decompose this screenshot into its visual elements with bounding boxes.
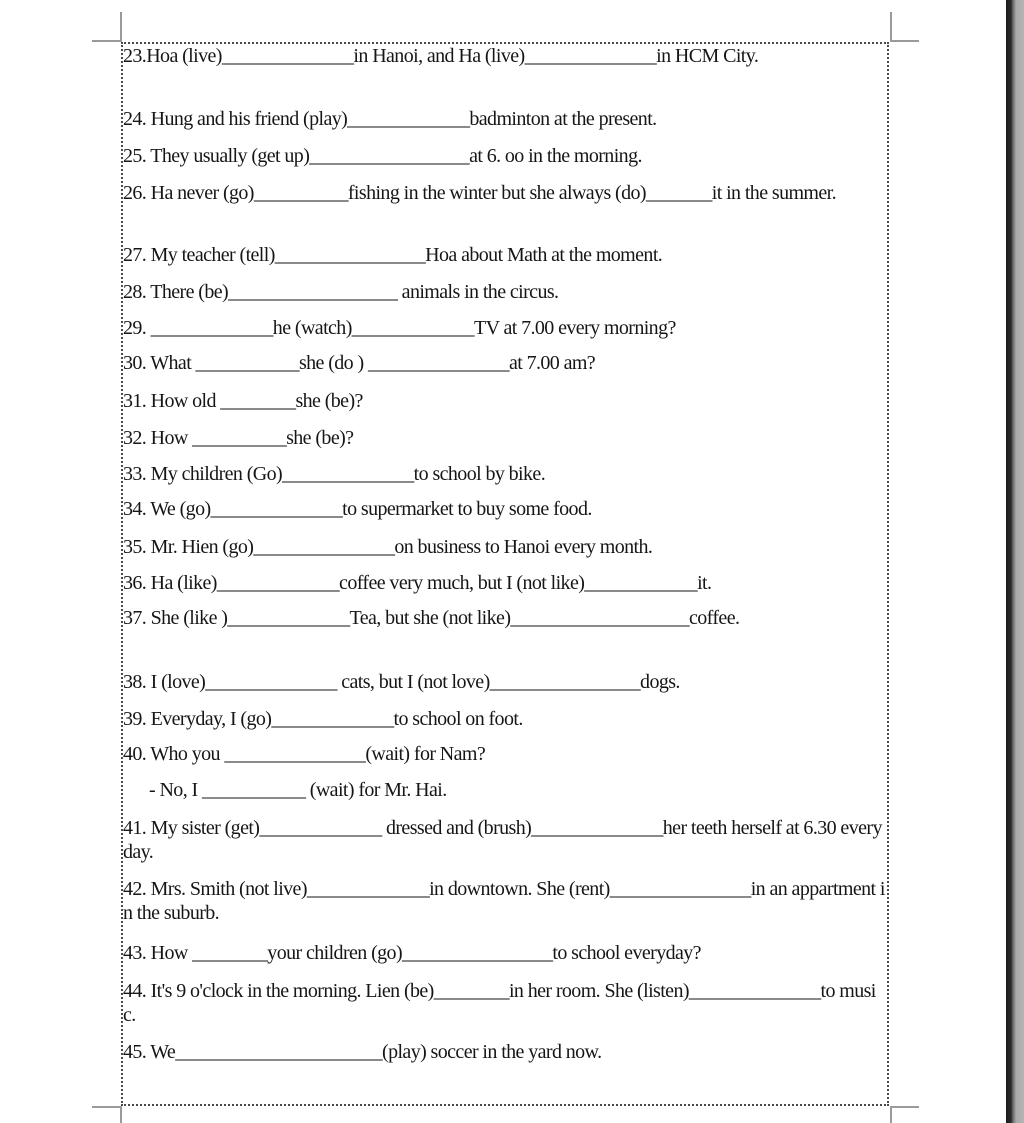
- text-boundary[interactable]: [121, 42, 889, 1106]
- exercise-item-27: 27. My teacher (tell)________________Hoa about Math at the moment.: [123, 244, 663, 266]
- exercise-item-34: 34. We (go)______________to supermarket to buy some food.: [123, 498, 592, 520]
- exercise-item-32: 32. How __________she (be)?: [123, 427, 354, 449]
- crop-mark-top-right-vertical: [890, 12, 892, 42]
- crop-mark-top-right-horizontal: [890, 40, 919, 42]
- exercise-item-25: 25. They usually (get up)_________________at 6. oo in the morning.: [123, 145, 642, 167]
- crop-mark-bottom-left-horizontal: [92, 1106, 121, 1108]
- exercise-item-38: 38. I (love)______________ cats, but I (not love)________________dogs.: [123, 671, 680, 693]
- exercise-item-35: 35. Mr. Hien (go)_______________on business to Hanoi every month.: [123, 536, 653, 558]
- exercise-item-45: 45. We______________________(play) soccer in the yard now.: [123, 1041, 602, 1063]
- exercise-item-31: 31. How old ________she (be)?: [123, 390, 363, 412]
- crop-mark-bottom-right-horizontal: [890, 1106, 919, 1108]
- exercise-item-41: 41. My sister (get)_____________ dressed and (brush)______________her teeth herself at 6.30 everyday.: [123, 817, 882, 863]
- exercise-item-40: 40. Who you _______________(wait) for Nam?: [123, 743, 486, 765]
- exercise-item-26: 26. Ha never (go)__________fishing in the winter but she always (do)_______it in the summer.: [123, 182, 837, 204]
- exercise-item-39: 39. Everyday, I (go)_____________to school on foot.: [123, 708, 523, 730]
- exercise-item-29: 29. _____________he (watch)_____________TV at 7.00 every morning?: [123, 317, 676, 339]
- crop-mark-bottom-left-vertical: [120, 1106, 122, 1123]
- crop-mark-top-left-vertical: [120, 12, 122, 42]
- exercise-item-24: 24. Hung and his friend (play)_____________badminton at the present.: [123, 108, 657, 130]
- page-right-edge-shadow: [1006, 0, 1024, 1123]
- exercise-item-36: 36. Ha (like)_____________coffee very much, but I (not like)____________it.: [123, 572, 712, 594]
- exercise-item-42: 42. Mrs. Smith (not live)_____________in downtown. She (rent)_______________in an appartment in the suburb.: [123, 878, 885, 924]
- crop-mark-bottom-right-vertical: [890, 1106, 892, 1123]
- exercise-item-43: 43. How ________your children (go)________________to school everyday?: [123, 942, 701, 964]
- exercise-item-23: [123, 44, 887, 68]
- exercise-item-30: 30. What ___________she (do ) _______________at 7.00 am?: [123, 352, 596, 374]
- exercise-item-23-text: 23.Hoa (live)______________in Hanoi, and Ha (live)______________in HCM City.: [123, 45, 759, 67]
- crop-mark-top-left-horizontal: [92, 40, 121, 42]
- exercise-item-33: 33. My children (Go)______________to school by bike.: [123, 463, 546, 485]
- exercise-item-37: 37. She (like )_____________Tea, but she (not like)___________________coffee.: [123, 607, 740, 629]
- exercise-item-44: 44. It's 9 o'clock in the morning. Lien (be)________in her room. She (listen)______________to music.: [123, 980, 876, 1026]
- exercise-item-40-answer: - No, I ___________ (wait) for Mr. Hai.: [149, 779, 447, 801]
- exercise-item-28: 28. There (be)__________________ animals in the circus.: [123, 281, 559, 303]
